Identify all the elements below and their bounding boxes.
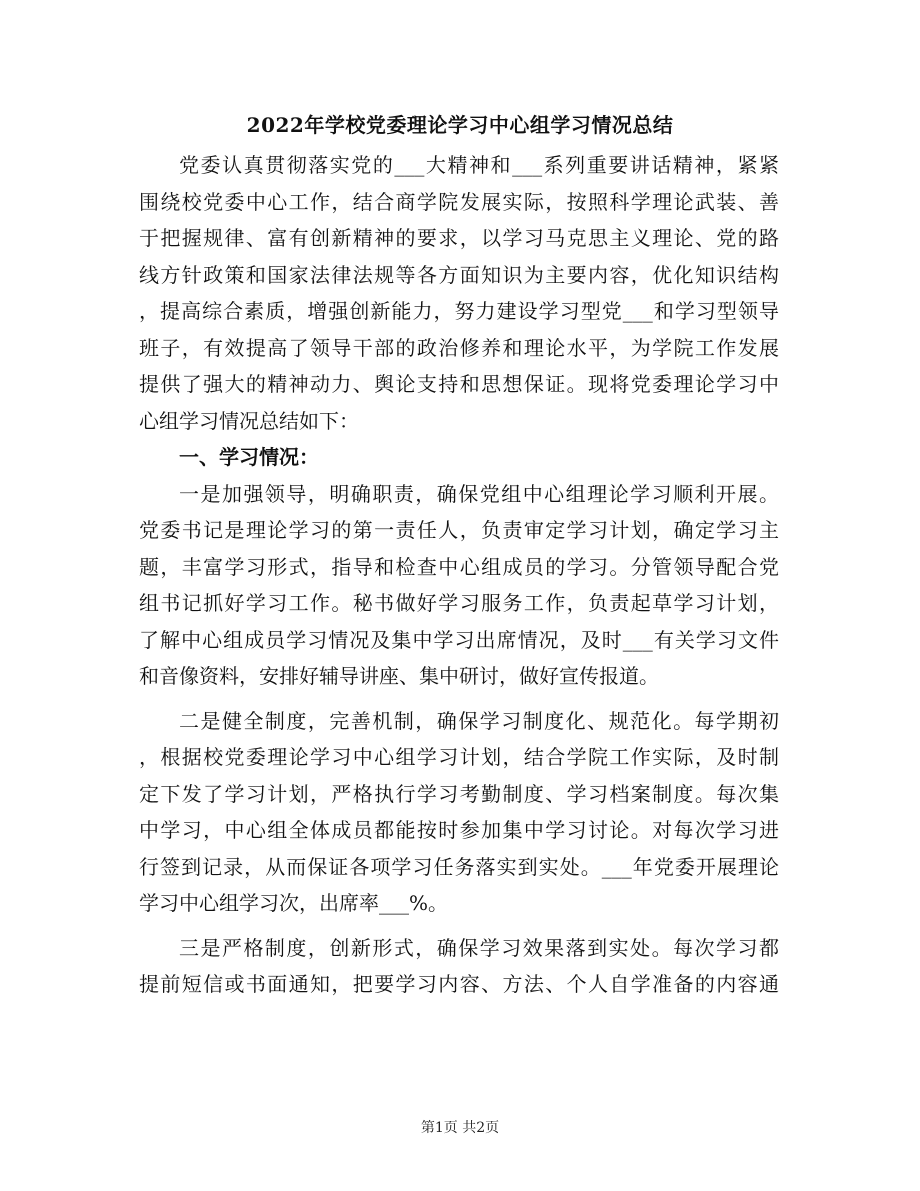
paragraph-line: 和音像资料，安排好辅导讲座、集中研讨，做好宣传报道。 — [139, 664, 659, 688]
paragraph-line: 定下发了学习计划，严格执行学习考勤制度、学习档案制度。每次集 — [139, 781, 779, 806]
paragraph-line: 于把握规律、富有创新精神的要求，以学习马克思主义理论、党的路 — [139, 226, 779, 250]
paragraph-line: ，提高综合素质，增强创新能力，努力建设学习型党___和学习型领导 — [139, 299, 779, 323]
paragraph-line: 了解中心组成员学习情况及集中学习出席情况，及时___有关学习文件 — [139, 627, 779, 652]
paragraph-line: 行签到记录，从而保证各项学习任务落实到实处。___年党委开展理论 — [139, 854, 779, 879]
paragraph-line: 党委认真贯彻落实党的___大精神和___系列重要讲话精神，紧紧 — [179, 153, 779, 177]
paragraph-line: 学习中心组学习次，出席率___%。 — [139, 891, 449, 915]
paragraph-line: 组书记抓好学习工作。秘书做好学习服务工作，负责起草学习计划， — [139, 591, 779, 615]
page-number: 第1页 共2页 — [420, 1120, 500, 1136]
paragraph-gap — [139, 695, 779, 703]
paragraph-line: 围绕校党委中心工作，结合商学院发展实际，按照科学理论武装、善 — [139, 189, 779, 214]
paragraph-line: 线方针政策和国家法律法规等各方面知识为主要内容，优化知识结构 — [139, 262, 779, 287]
paragraph-line: 二是健全制度，完善机制，确保学习制度化、规范化。每学期初 — [179, 708, 779, 733]
document-body — [139, 147, 779, 1003]
paragraph-line: 提前短信或书面通知，把要学习内容、方法、个人自学准备的内容通 — [139, 972, 779, 996]
paragraph-line: ，根据校党委理论学习中心组学习计划，结合学院工作实际，及时制 — [139, 745, 779, 769]
paragraph-gap — [139, 922, 779, 930]
paragraph-line: 中学习，中心组全体成员都能按时参加集中学习讨论。对每次学习进 — [139, 818, 779, 842]
paragraph-line: 一是加强领导，明确职责，确保党组中心组理论学习顺利开展。 — [179, 481, 779, 506]
document-title: 2022年学校党委理论学习中心组学习情况总结 — [246, 113, 674, 137]
paragraph-line: 题，丰富学习形式，指导和检查中心组成员的学习。分管领导配合党 — [139, 554, 779, 579]
paragraph-line: 心组学习情况总结如下： — [139, 408, 359, 433]
paragraph-line: 三是严格制度，创新形式，确保学习效果落到实处。每次学习都 — [179, 935, 779, 960]
section-heading: 一、学习情况： — [179, 445, 319, 469]
paragraph-line: 提供了强大的精神动力、舆论支持和思想保证。现将党委理论学习中 — [139, 372, 779, 396]
paragraph-line: 班子，有效提高了领导干部的政治修养和理论水平，为学院工作发展 — [139, 335, 779, 360]
paragraph-line: 党委书记是理论学习的第一责任人，负责审定学习计划，确定学习主 — [139, 518, 779, 542]
